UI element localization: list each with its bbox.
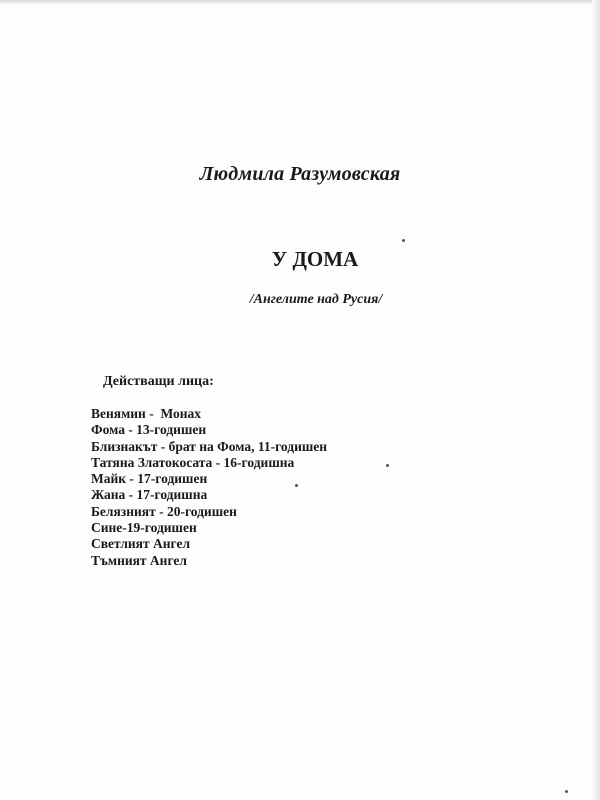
cast-list bbox=[91, 406, 327, 569]
scan-edge-top bbox=[0, 0, 600, 5]
cast-item: Сине-19-годишен bbox=[91, 520, 197, 536]
cast-item: Белязният - 20-годишен bbox=[91, 503, 237, 519]
play-title: У ДОМА bbox=[271, 247, 359, 271]
scan-speck bbox=[386, 464, 389, 467]
cast-item: Венямин - Монах bbox=[91, 406, 202, 421]
cast-item: Светлият Ангел bbox=[91, 536, 191, 552]
cast-heading: Действащи лица: bbox=[103, 374, 214, 389]
cast-item: Близнакът - брат на Фома, 11-годишен bbox=[91, 438, 328, 454]
author-name: Людмила Разумовская bbox=[199, 163, 401, 185]
cast-item: Жана - 17-годишна bbox=[91, 487, 208, 503]
play-subtitle: /Ангелите над Русия/ bbox=[249, 292, 383, 307]
scan-edge-right bbox=[592, 0, 600, 800]
cast-item: Тъмният Ангел bbox=[91, 552, 187, 568]
scan-speck bbox=[402, 239, 405, 242]
cast-item: Фома - 13-годишен bbox=[91, 422, 207, 438]
cast-item: Майк - 17-годишен bbox=[91, 471, 208, 487]
cast-item: Татяна Златокосата - 16-годишна bbox=[91, 454, 295, 470]
scan-speck bbox=[565, 790, 568, 793]
